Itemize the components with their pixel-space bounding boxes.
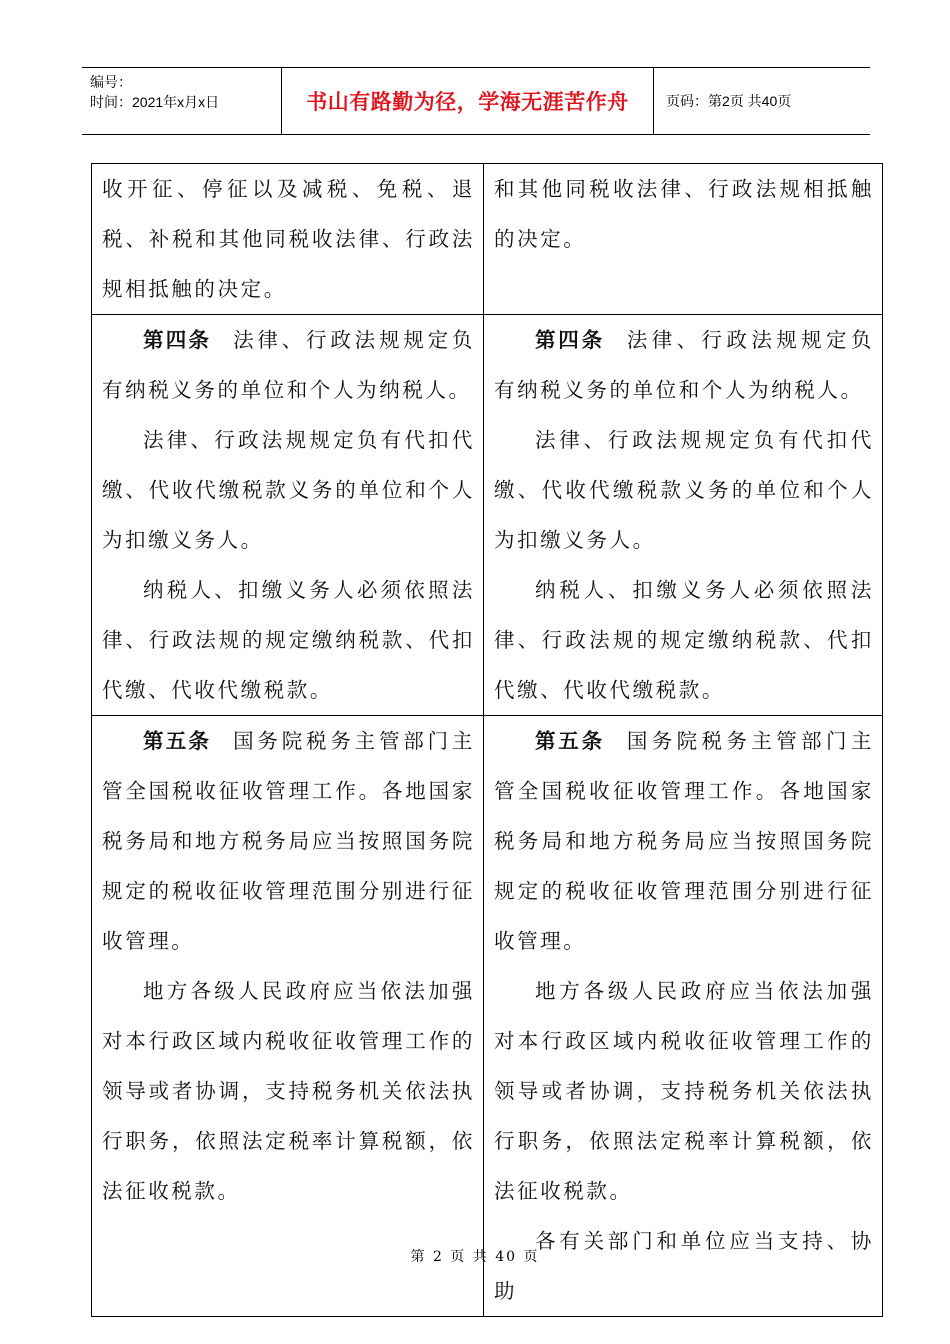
- paragraph: [494, 716, 874, 966]
- header-meta: [82, 68, 282, 134]
- paragraph: [102, 315, 475, 415]
- article-number: 第四条: [535, 328, 605, 352]
- paragraph: [102, 415, 475, 565]
- paragraph: [102, 565, 475, 715]
- new-text-cell: [484, 315, 883, 716]
- header-page-info: 页码：第2页 共40页: [666, 93, 792, 109]
- paragraph-text: 法律、行政法规规定负有纳税义务的单位和个人为纳税人。: [494, 328, 874, 402]
- paragraph-text: 收开征、停征以及减税、免税、退税、补税和其他同税收法律、行政法规相抵触的决定。: [102, 177, 475, 301]
- paragraph-text: 地方各级人民政府应当依法加强对本行政区域内税收征收管理工作的领导或者协调，支持税务机关依法执行职务，依照法定税率计算税额，依法征收税款。: [494, 979, 874, 1203]
- comparison-table: [91, 163, 883, 1317]
- article-number: 第四条: [143, 328, 212, 352]
- paragraph: [494, 966, 874, 1216]
- page-footer: 第 2 页 共 40 页: [410, 1249, 540, 1265]
- paragraph: [494, 1216, 874, 1316]
- paragraph: [102, 716, 475, 966]
- paragraph-text: 地方各级人民政府应当依法加强对本行政区域内税收征收管理工作的领导或者协调，支持税务机关依法执行职务，依照法定税率计算税额，依法征收税款。: [102, 979, 475, 1203]
- paragraph: [494, 415, 874, 565]
- paragraph-text: 国务院税务主管部门主管全国税收征收管理工作。各地国家税务局和地方税务局应当按照国务院规定的税收征收管理范围分别进行征收管理。: [102, 729, 475, 953]
- new-text-cell: [484, 164, 883, 315]
- paragraph: [494, 315, 874, 415]
- paragraph-text: 法律、行政法规规定负有纳税义务的单位和个人为纳税人。: [102, 328, 475, 402]
- paragraph-text: 纳税人、扣缴义务人必须依照法律、行政法规的规定缴纳税款、代扣代缴、代收代缴税款。: [102, 578, 475, 702]
- paragraph: [102, 966, 475, 1216]
- paragraph: [494, 164, 874, 264]
- paragraph: [102, 164, 475, 314]
- article-number: 第五条: [143, 729, 212, 753]
- page-header: [82, 67, 870, 135]
- table-row: [92, 164, 883, 315]
- document-time-label: 时间：2021年x月x日: [90, 94, 220, 110]
- document-number-label: 编号：: [90, 74, 132, 90]
- new-text-cell: [484, 716, 883, 1317]
- old-text-cell: [92, 716, 484, 1317]
- paragraph-text: 法律、行政法规规定负有代扣代缴、代收代缴税款义务的单位和个人为扣缴义务人。: [102, 428, 475, 552]
- paragraph: [494, 565, 874, 715]
- article-number: 第五条: [535, 729, 605, 753]
- table-row: [92, 716, 883, 1317]
- old-text-cell: [92, 315, 484, 716]
- table-row: [92, 315, 883, 716]
- paragraph-text: 各有关部门和单位应当支持、协助: [494, 1229, 874, 1303]
- paragraph-text: 纳税人、扣缴义务人必须依照法律、行政法规的规定缴纳税款、代扣代缴、代收代缴税款。: [494, 578, 874, 702]
- paragraph-text: 国务院税务主管部门主管全国税收征收管理工作。各地国家税务局和地方税务局应当按照国务院规定的税收征收管理范围分别进行征收管理。: [494, 729, 874, 953]
- paragraph-text: 法律、行政法规规定负有代扣代缴、代收代缴税款义务的单位和个人为扣缴义务人。: [494, 428, 874, 552]
- paragraph-text: 和其他同税收法律、行政法规相抵触的决定。: [494, 177, 874, 251]
- header-slogan: 书山有路勤为径，学海无涯苦作舟: [282, 68, 654, 134]
- old-text-cell: [92, 164, 484, 315]
